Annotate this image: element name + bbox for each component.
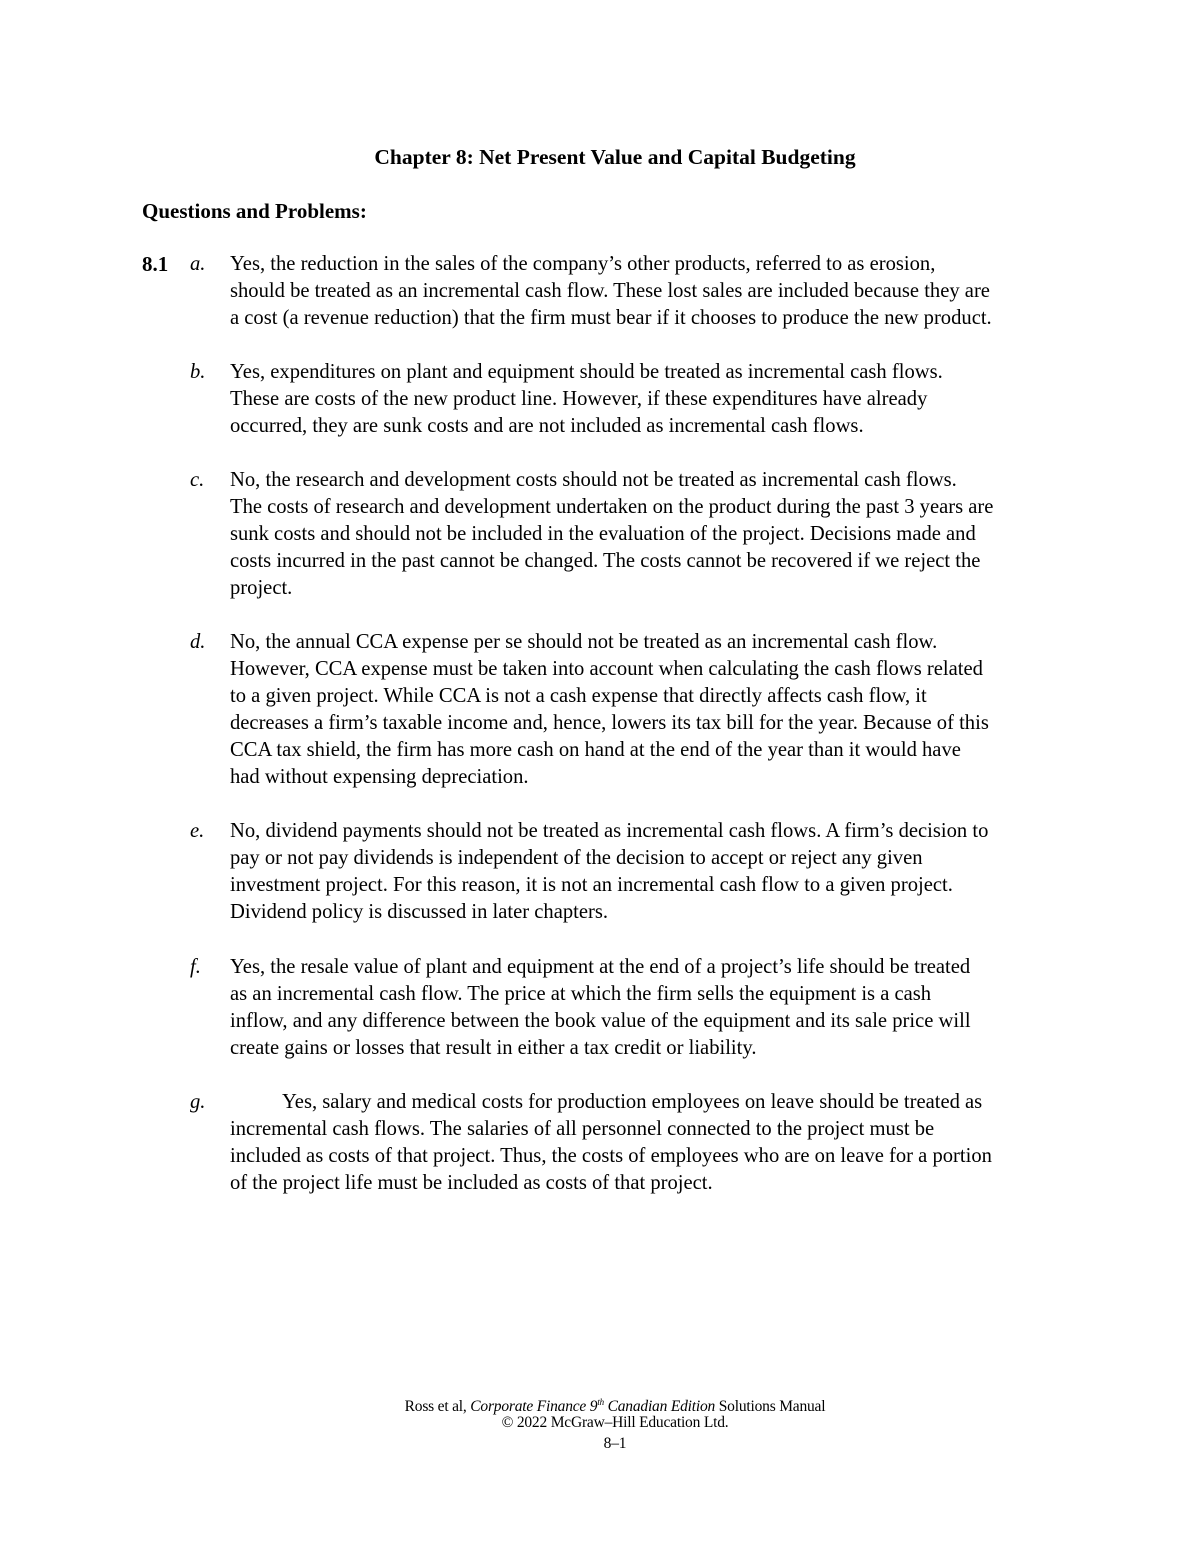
text-line: Yes, expenditures on plant and equipment should be treated as incremental cash flows.	[230, 361, 943, 383]
text-line: However, CCA expense must be taken into account when calculating the cash flows related	[230, 658, 983, 680]
footer-authors: Ross et al,	[404, 1398, 471, 1415]
text-line: Yes, salary and medical costs for production employees on leave should be treated as	[282, 1091, 983, 1113]
text-line: No, dividend payments should not be treated as incremental cash flows. A firm’s decision to	[230, 820, 989, 842]
item-letter: c.	[190, 469, 205, 491]
text-line: Yes, the reduction in the sales of the company’s other products, referred to as erosion,	[230, 253, 936, 275]
text-line: to a given project. While CCA is not a cash expense that directly affects cash flow, it	[230, 685, 927, 707]
item-letter: f.	[190, 956, 201, 978]
text-line: project.	[230, 577, 293, 599]
text-line: No, the annual CCA expense per se should not be treated as an incremental cash flow.	[230, 631, 938, 653]
item-letter: b.	[190, 361, 206, 383]
item-text	[230, 251, 1110, 332]
item-letter: d.	[190, 631, 206, 653]
text-line: sunk costs and should not be included in the evaluation of the project. Decisions made and	[230, 523, 976, 545]
text-line: costs incurred in the past cannot be changed. The costs cannot be recovered if we reject the	[230, 550, 981, 572]
footer-book-title: Corporate Finance 9th Canadian Edition	[470, 1397, 716, 1415]
text-line: Yes, the resale value of plant and equipment at the end of a project’s life should be treated	[230, 956, 971, 978]
item-letter: g.	[190, 1091, 206, 1113]
problem-number: 8.1	[142, 252, 169, 276]
text-line: investment project. For this reason, it is not an incremental cash flow to a given project.	[230, 874, 953, 896]
item-text	[230, 629, 1110, 791]
text-line: should be treated as an incremental cash flow. These lost sales are included because they are	[230, 280, 990, 302]
item-letter: e.	[190, 820, 205, 842]
footer-manual: Solutions Manual	[715, 1398, 826, 1415]
text-line: incremental cash flows. The salaries of all personnel connected to the project must be	[230, 1118, 935, 1140]
text-line: inflow, and any difference between the book value of the equipment and its sale price will	[230, 1010, 971, 1032]
text-line: occurred, they are sunk costs and are not included as incremental cash flows.	[230, 415, 864, 437]
item-text	[230, 954, 1110, 1062]
item-text	[230, 818, 1110, 926]
text-line: The costs of research and development undertaken on the product during the past 3 years are	[230, 496, 994, 518]
text-line: pay or not pay dividends is independent of the decision to accept or reject any given	[230, 847, 923, 869]
text-line: These are costs of the new product line. However, if these expenditures have already	[230, 388, 928, 410]
item-letter: a.	[190, 253, 206, 275]
page-number: 8–1	[603, 1435, 627, 1452]
item-text	[230, 359, 1110, 440]
text-line: Dividend policy is discussed in later chapters.	[230, 901, 609, 923]
text-line: as an incremental cash flow. The price at which the firm sells the equipment is a cash	[230, 983, 932, 1005]
item-text	[230, 467, 1110, 602]
text-line: included as costs of that project. Thus, the costs of employees who are on leave for a portion	[230, 1145, 992, 1167]
text-line: No, the research and development costs should not be treated as incremental cash flows.	[230, 469, 957, 491]
chapter-title: Chapter 8: Net Present Value and Capital Budgeting	[374, 145, 856, 169]
text-line: create gains or losses that result in either a tax credit or liability.	[230, 1037, 757, 1059]
section-heading: Questions and Problems:	[142, 199, 367, 223]
text-line: a cost (a revenue reduction) that the firm must bear if it chooses to produce the new product.	[230, 307, 992, 329]
text-line-first	[230, 1089, 1110, 1116]
item-text	[230, 1089, 1110, 1197]
footer-copyright: © 2022 McGraw–Hill Education Ltd.	[501, 1414, 729, 1431]
text-line: of the project life must be included as costs of that project.	[230, 1172, 713, 1194]
text-line: decreases a firm’s taxable income and, hence, lowers its tax bill for the year. Because of this	[230, 712, 989, 734]
text-line: had without expensing depreciation.	[230, 766, 529, 788]
text-line: CCA tax shield, the firm has more cash on hand at the end of the year than it would have	[230, 739, 961, 761]
